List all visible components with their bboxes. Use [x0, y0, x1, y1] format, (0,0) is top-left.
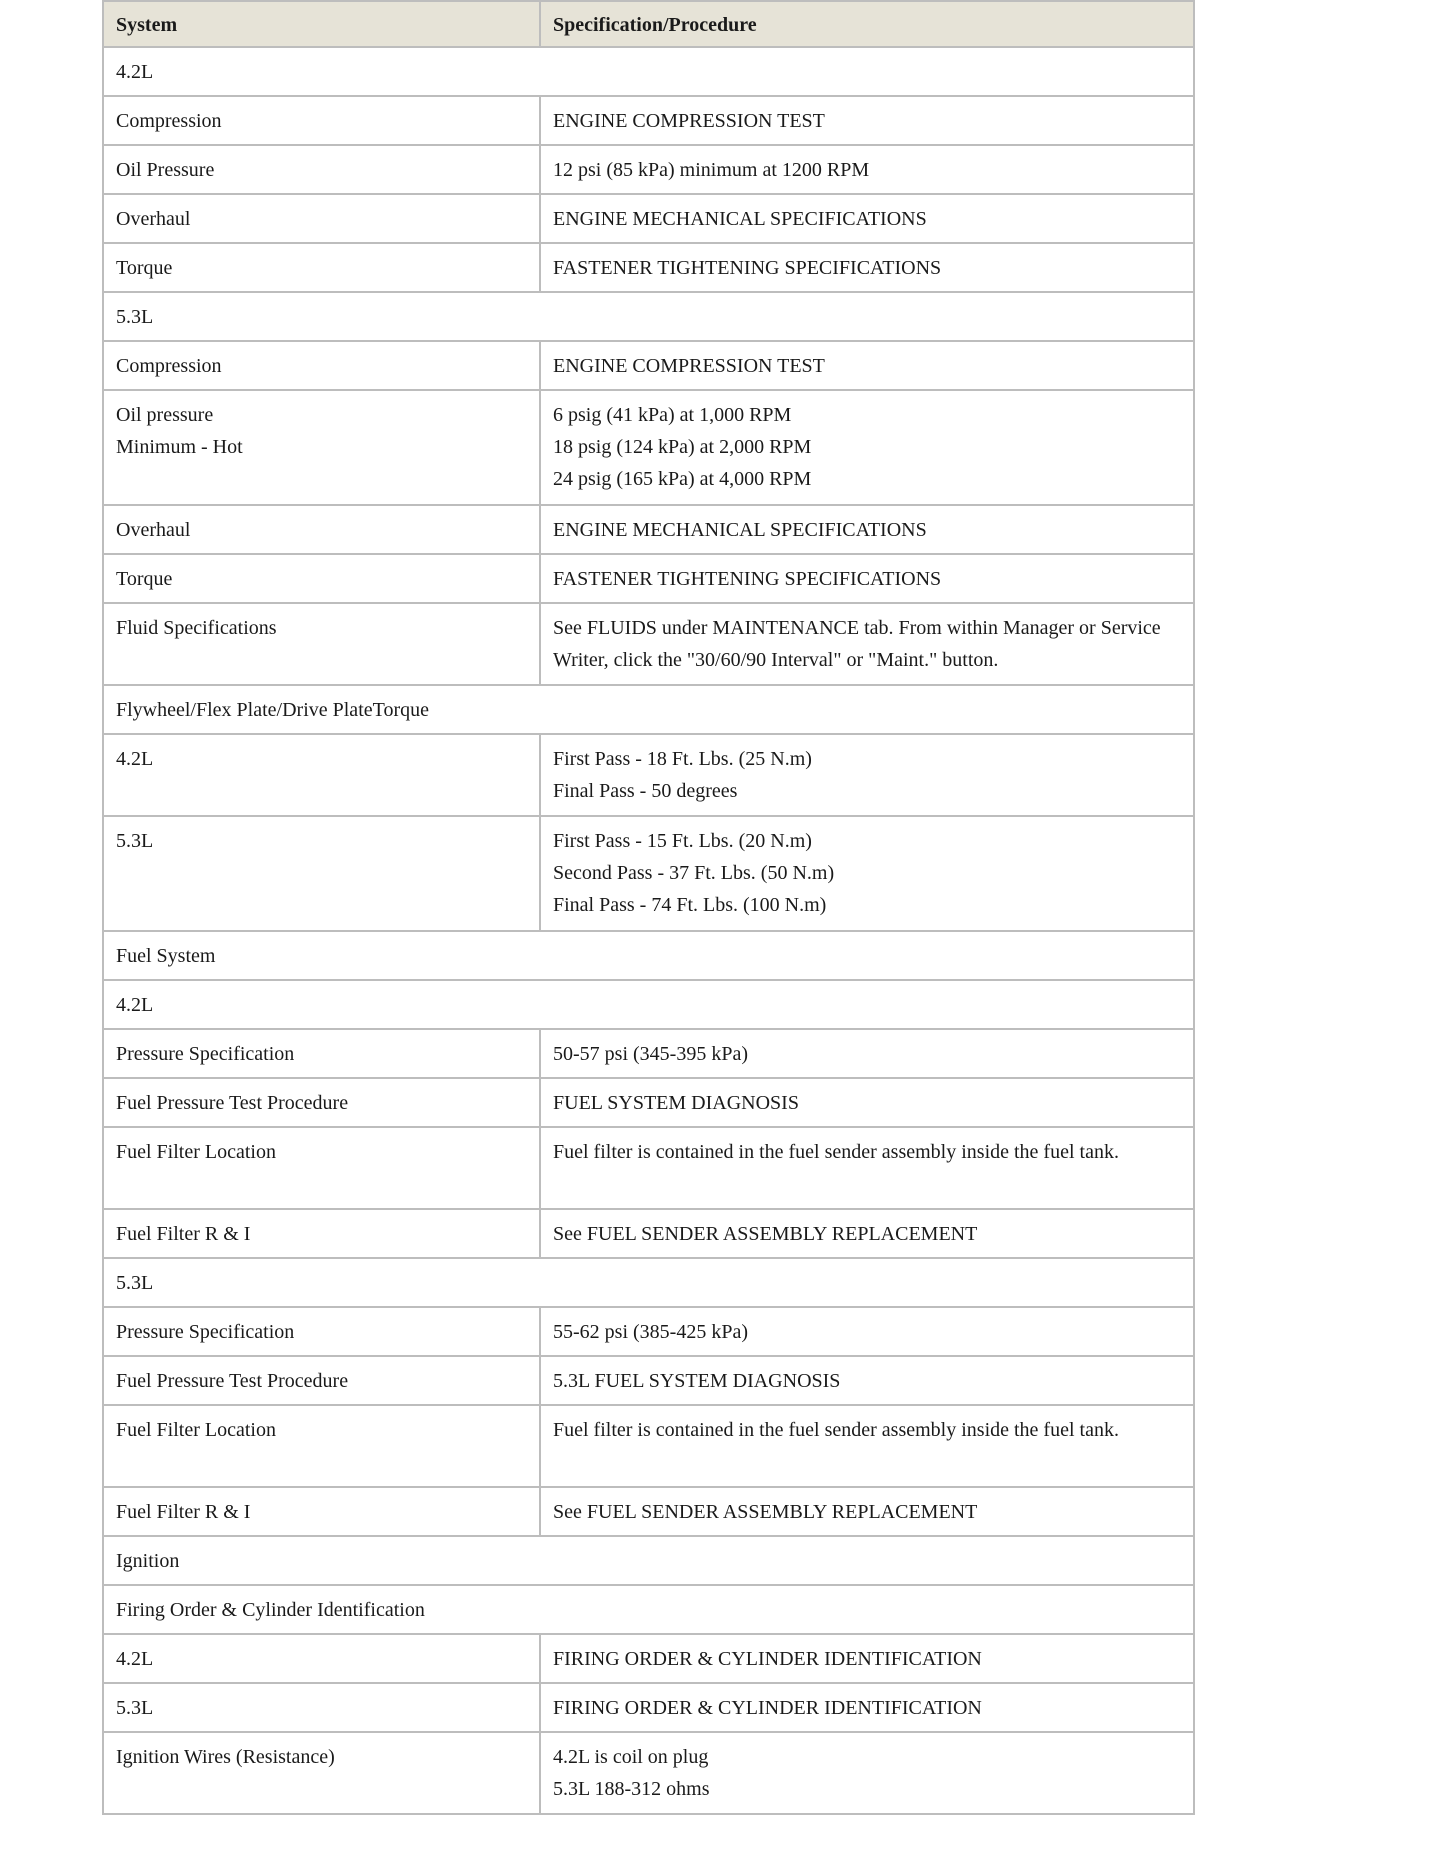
system-text: Compression: [116, 355, 222, 377]
system-text: Torque: [116, 568, 173, 590]
table-row: [103, 243, 1194, 292]
system-cell: [103, 390, 540, 505]
system-cell: [103, 194, 540, 243]
specification-text: ENGINE MECHANICAL SPECIFICATIONS: [553, 519, 927, 541]
system-cell: [103, 1029, 540, 1078]
section-label: 5.3L: [103, 292, 1194, 341]
system-cell: [103, 1683, 540, 1732]
system-text: Compression: [116, 110, 222, 132]
specification-text: FIRING ORDER & CYLINDER IDENTIFICATION: [553, 1697, 982, 1719]
specification-text: Fuel filter is contained in the fuel sender assembly inside the fuel tank.: [553, 1419, 1119, 1441]
system-cell: [103, 341, 540, 390]
table-row: [103, 1356, 1194, 1405]
system-cell: [103, 554, 540, 603]
system-text: Overhaul: [116, 519, 191, 541]
specification-cell: [540, 1209, 1194, 1258]
specification-text: 18 psig (124 kPa) at 2,000 RPM: [553, 436, 812, 458]
table-row: [103, 1209, 1194, 1258]
specification-text: FASTENER TIGHTENING SPECIFICATIONS: [553, 568, 942, 590]
table-row: [103, 603, 1194, 685]
specification-text: ENGINE COMPRESSION TEST: [553, 355, 825, 377]
system-cell: [103, 1356, 540, 1405]
specification-cell: [540, 1356, 1194, 1405]
specification-text: 5.3L 188-312 ohms: [553, 1778, 710, 1800]
section-row: [103, 1536, 1194, 1585]
table-row: [103, 1732, 1194, 1814]
system-cell: [103, 816, 540, 931]
system-text: 5.3L: [116, 830, 154, 852]
specification-text: FASTENER TIGHTENING SPECIFICATIONS: [553, 257, 942, 279]
system-cell: [103, 1209, 540, 1258]
system-text: Minimum - Hot: [116, 436, 243, 458]
specification-cell: [540, 96, 1194, 145]
table-row: [103, 505, 1194, 554]
specification-text: 24 psig (165 kPa) at 4,000 RPM: [553, 468, 812, 490]
specification-cell: [540, 816, 1194, 931]
specification-cell: [540, 603, 1194, 685]
system-cell: [103, 505, 540, 554]
table-header-row: [103, 1, 1194, 47]
system-cell: [103, 243, 540, 292]
system-text: Fuel Filter R & I: [116, 1501, 251, 1523]
specification-cell: [540, 554, 1194, 603]
system-text: 4.2L: [116, 1648, 154, 1670]
specification-text: First Pass - 15 Ft. Lbs. (20 N.m): [553, 830, 812, 852]
table-row: [103, 390, 1194, 505]
system-text: Overhaul: [116, 208, 191, 230]
table-row: [103, 1634, 1194, 1683]
specification-cell: [540, 1487, 1194, 1536]
specification-text: 4.2L is coil on plug: [553, 1746, 709, 1768]
table-row: [103, 1683, 1194, 1732]
table-row: [103, 816, 1194, 931]
section-label: 4.2L: [103, 980, 1194, 1029]
system-cell: [103, 1307, 540, 1356]
specification-cell: [540, 390, 1194, 505]
section-row: [103, 685, 1194, 734]
specification-cell: [540, 1732, 1194, 1814]
table-row: [103, 1405, 1194, 1487]
column-header-specification: Specification/Procedure: [540, 1, 1194, 47]
system-text: Ignition Wires (Resistance): [116, 1746, 335, 1768]
system-cell: [103, 603, 540, 685]
table-row: [103, 145, 1194, 194]
system-text: Pressure Specification: [116, 1043, 295, 1065]
specification-text: See FUEL SENDER ASSEMBLY REPLACEMENT: [553, 1223, 978, 1245]
specification-cell: [540, 1405, 1194, 1487]
section-row: [103, 980, 1194, 1029]
table-row: [103, 1487, 1194, 1536]
specification-text: 5.3L FUEL SYSTEM DIAGNOSIS: [553, 1370, 841, 1392]
system-text: Fuel Filter Location: [116, 1141, 276, 1163]
system-text: Pressure Specification: [116, 1321, 295, 1343]
system-text: Oil Pressure: [116, 159, 215, 181]
specification-cell: [540, 194, 1194, 243]
specification-text: 50-57 psi (345-395 kPa): [553, 1043, 748, 1065]
specification-text: Final Pass - 50 degrees: [553, 780, 738, 802]
specification-text: See FLUIDS under MAINTENANCE tab. From within Manager or Service Writer, click the "30/60/90 Interval" or "Maint." button.: [553, 617, 1161, 671]
system-cell: [103, 96, 540, 145]
system-text: Fuel Pressure Test Procedure: [116, 1370, 349, 1392]
specification-text: 6 psig (41 kPa) at 1,000 RPM: [553, 404, 792, 426]
system-text: Fuel Pressure Test Procedure: [116, 1092, 349, 1114]
section-row: [103, 1258, 1194, 1307]
column-header-system: System: [103, 1, 540, 47]
table-row: [103, 194, 1194, 243]
table-row: [103, 734, 1194, 816]
system-text: Fuel Filter Location: [116, 1419, 276, 1441]
section-row: [103, 47, 1194, 96]
specification-cell: [540, 145, 1194, 194]
table-row: [103, 1307, 1194, 1356]
table-row: [103, 96, 1194, 145]
specification-cell: [540, 1634, 1194, 1683]
specification-text: 55-62 psi (385-425 kPa): [553, 1321, 748, 1343]
specification-text: 12 psi (85 kPa) minimum at 1200 RPM: [553, 159, 870, 181]
section-label: Flywheel/Flex Plate/Drive PlateTorque: [103, 685, 1194, 734]
specification-text: Second Pass - 37 Ft. Lbs. (50 N.m): [553, 862, 835, 884]
table-row: [103, 341, 1194, 390]
specification-text: First Pass - 18 Ft. Lbs. (25 N.m): [553, 748, 812, 770]
specification-text: ENGINE COMPRESSION TEST: [553, 110, 825, 132]
specification-text: Final Pass - 74 Ft. Lbs. (100 N.m): [553, 894, 827, 916]
specifications-table: [102, 0, 1195, 1815]
specification-cell: [540, 243, 1194, 292]
specification-cell: [540, 1078, 1194, 1127]
specification-cell: [540, 1127, 1194, 1209]
table-row: [103, 1078, 1194, 1127]
specification-cell: [540, 1307, 1194, 1356]
system-text: Fuel Filter R & I: [116, 1223, 251, 1245]
specification-text: See FUEL SENDER ASSEMBLY REPLACEMENT: [553, 1501, 978, 1523]
section-label: 5.3L: [103, 1258, 1194, 1307]
system-text: Oil pressure: [116, 404, 214, 426]
table-row: [103, 554, 1194, 603]
specification-cell: [540, 341, 1194, 390]
system-cell: [103, 1127, 540, 1209]
section-label: Fuel System: [103, 931, 1194, 980]
system-text: Fluid Specifications: [116, 617, 277, 639]
table-body: [103, 47, 1194, 1814]
section-row: [103, 292, 1194, 341]
system-cell: [103, 1732, 540, 1814]
system-cell: [103, 1405, 540, 1487]
system-cell: [103, 1078, 540, 1127]
system-text: Torque: [116, 257, 173, 279]
specification-cell: [540, 734, 1194, 816]
system-cell: [103, 1487, 540, 1536]
specification-text: FIRING ORDER & CYLINDER IDENTIFICATION: [553, 1648, 982, 1670]
specification-text: FUEL SYSTEM DIAGNOSIS: [553, 1092, 799, 1114]
specification-cell: [540, 1683, 1194, 1732]
system-cell: [103, 734, 540, 816]
specification-text: ENGINE MECHANICAL SPECIFICATIONS: [553, 208, 927, 230]
section-row: [103, 1585, 1194, 1634]
system-text: 4.2L: [116, 748, 154, 770]
section-row: [103, 931, 1194, 980]
specification-cell: [540, 505, 1194, 554]
table-row: [103, 1127, 1194, 1209]
section-label: Firing Order & Cylinder Identification: [103, 1585, 1194, 1634]
system-cell: [103, 145, 540, 194]
section-label: Ignition: [103, 1536, 1194, 1585]
section-label: 4.2L: [103, 47, 1194, 96]
specification-cell: [540, 1029, 1194, 1078]
specification-text: Fuel filter is contained in the fuel sender assembly inside the fuel tank.: [553, 1141, 1119, 1163]
system-text: 5.3L: [116, 1697, 154, 1719]
system-cell: [103, 1634, 540, 1683]
table-row: [103, 1029, 1194, 1078]
